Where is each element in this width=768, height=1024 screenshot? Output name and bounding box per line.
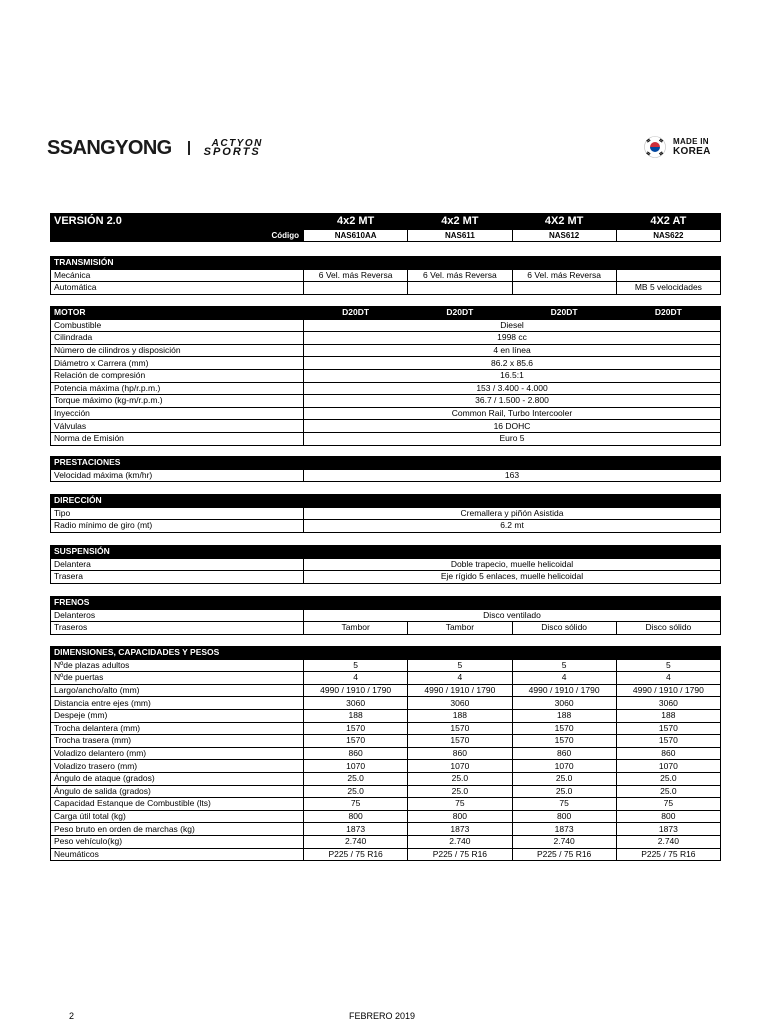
spec-label: Delantera — [51, 558, 304, 571]
spec-label: Delanteros — [51, 609, 304, 622]
spec-label: Número de cilindros y disposición — [51, 344, 304, 357]
spec-value: Disco ventilado — [304, 609, 721, 622]
spec-value: 6 Vel. más Reversa — [304, 269, 408, 282]
spec-label: Trasera — [51, 571, 304, 584]
spec-label: Diámetro x Carrera (mm) — [51, 357, 304, 370]
spec-row — [51, 622, 721, 635]
spec-row — [51, 609, 721, 622]
spec-value: P225 / 75 R16 — [512, 848, 616, 861]
suspension-header-row — [51, 546, 721, 559]
spec-value: 1873 — [408, 823, 512, 836]
prestaciones-header-row — [51, 457, 721, 470]
ssangyong-logo — [47, 133, 263, 163]
page-number: 2 — [69, 1011, 75, 1021]
spec-value: P225 / 75 R16 — [304, 848, 408, 861]
spec-value: Doble trapecio, muelle helicoidal — [304, 558, 721, 571]
spec-value: 4 en línea — [304, 344, 721, 357]
spec-value: 3060 — [408, 697, 512, 710]
spec-value: 1070 — [512, 760, 616, 773]
spec-value: 4 — [304, 672, 408, 685]
spec-value: 4 — [616, 672, 720, 685]
section-header-fill — [304, 257, 721, 270]
spec-row — [51, 432, 721, 445]
section-title: DIMENSIONES, CAPACIDADES Y PESOS — [51, 647, 304, 660]
spec-label: Combustible — [51, 319, 304, 332]
spec-value: 163 — [304, 469, 721, 482]
spec-row — [51, 810, 721, 823]
spec-row — [51, 357, 721, 370]
spec-value — [616, 269, 720, 282]
spec-value: 1570 — [304, 722, 408, 735]
section-header-fill — [304, 597, 721, 610]
spec-value: Tambor — [408, 622, 512, 635]
section-title: TRANSMISIÓN — [51, 257, 304, 270]
section-title: MOTOR — [51, 307, 304, 320]
spec-value: 860 — [616, 747, 720, 760]
spec-row — [51, 672, 721, 685]
spec-row — [51, 282, 721, 295]
spec-value: 4990 / 1910 / 1790 — [512, 684, 616, 697]
spec-value: 5 — [616, 659, 720, 672]
spec-value: 16.5:1 — [304, 369, 721, 382]
suspension-table — [50, 545, 721, 584]
dimensiones-table — [50, 646, 721, 861]
spec-value: 25.0 — [408, 785, 512, 798]
spec-label: Torque máximo (kg-m/r.p.m.) — [51, 395, 304, 408]
spec-value: 6.2 mt — [304, 520, 721, 533]
spec-value: 25.0 — [512, 785, 616, 798]
section-title: PRESTACIONES — [51, 457, 304, 470]
spec-value: 25.0 — [616, 772, 720, 785]
spec-row — [51, 344, 721, 357]
spec-value: 25.0 — [304, 785, 408, 798]
spec-value: 75 — [304, 798, 408, 811]
spec-label: Inyección — [51, 407, 304, 420]
spec-value: 1570 — [616, 735, 720, 748]
spec-label: Voladizo delantero (mm) — [51, 747, 304, 760]
spec-value: 4990 / 1910 / 1790 — [304, 684, 408, 697]
code-cell: NAS611 — [408, 230, 512, 242]
section-header-fill — [304, 457, 721, 470]
spec-value: 800 — [304, 810, 408, 823]
spec-label: Norma de Emisión — [51, 432, 304, 445]
model-name-line2: SPORTS — [203, 146, 261, 158]
spec-label: Despeje (mm) — [51, 709, 304, 722]
spec-row — [51, 332, 721, 345]
spec-value: 2.740 — [512, 835, 616, 848]
spec-value: P225 / 75 R16 — [408, 848, 512, 861]
spec-value: 3060 — [616, 697, 720, 710]
spec-label: Cilindrada — [51, 332, 304, 345]
version-table — [50, 213, 721, 242]
version-column: 4X2 AT — [616, 214, 720, 230]
spec-value: 188 — [616, 709, 720, 722]
spec-row — [51, 697, 721, 710]
spec-row — [51, 319, 721, 332]
section-header-fill — [304, 546, 721, 559]
spec-value: 75 — [408, 798, 512, 811]
spec-value: Common Rail, Turbo Intercooler — [304, 407, 721, 420]
spec-value: 1570 — [304, 735, 408, 748]
version-column: 4x2 MT — [304, 214, 408, 230]
spec-value: 5 — [512, 659, 616, 672]
spec-label: Capacidad Estanque de Combustible (lts) — [51, 798, 304, 811]
spec-value: 1998 cc — [304, 332, 721, 345]
spec-row — [51, 798, 721, 811]
spec-value: 153 / 3.400 - 4.000 — [304, 382, 721, 395]
spec-label: Automática — [51, 282, 304, 295]
spec-row — [51, 722, 721, 735]
korea-label: KOREA — [673, 146, 711, 157]
spec-row — [51, 772, 721, 785]
version-column: 4X2 MT — [512, 214, 616, 230]
spec-value: 860 — [512, 747, 616, 760]
spec-value — [512, 282, 616, 295]
spec-value: Eje rígido 5 enlaces, muelle helicoidal — [304, 571, 721, 584]
spec-value: 800 — [512, 810, 616, 823]
footer-date: FEBRERO 2019 — [349, 1011, 416, 1021]
spec-value: Diesel — [304, 319, 721, 332]
spec-label: Trocha trasera (mm) — [51, 735, 304, 748]
spec-value: 1570 — [408, 722, 512, 735]
spec-value: 1873 — [512, 823, 616, 836]
spec-value: 1070 — [408, 760, 512, 773]
version-column: 4x2 MT — [408, 214, 512, 230]
section-title: DIRECCIÓN — [51, 495, 304, 508]
spec-row — [51, 709, 721, 722]
spec-label: Nºde plazas adultos — [51, 659, 304, 672]
spec-value: Disco sólido — [616, 622, 720, 635]
korea-flag-icon — [644, 136, 666, 158]
spec-value: P225 / 75 R16 — [616, 848, 720, 861]
spec-label: Radio mínimo de giro (mt) — [51, 520, 304, 533]
spec-row — [51, 507, 721, 520]
spec-label: Peso bruto en orden de marchas (kg) — [51, 823, 304, 836]
spec-row — [51, 369, 721, 382]
spec-value: 1570 — [512, 735, 616, 748]
direccion-table — [50, 494, 721, 533]
spec-value: 800 — [408, 810, 512, 823]
spec-row — [51, 659, 721, 672]
spec-value: 800 — [616, 810, 720, 823]
made-in-korea-badge — [644, 136, 711, 158]
code-label: Código — [51, 230, 304, 242]
spec-value: 36.7 / 1.500 - 2.800 — [304, 395, 721, 408]
spec-value: 1873 — [616, 823, 720, 836]
spec-row — [51, 747, 721, 760]
version-header-row — [51, 214, 721, 230]
spec-value: 860 — [408, 747, 512, 760]
spec-label: Trocha delantera (mm) — [51, 722, 304, 735]
spec-label: Peso vehículo(kg) — [51, 835, 304, 848]
spec-value: 4 — [408, 672, 512, 685]
spec-value: 86.2 x 85.6 — [304, 357, 721, 370]
spec-row — [51, 558, 721, 571]
spec-value: 1070 — [616, 760, 720, 773]
spec-value: 4 — [512, 672, 616, 685]
engine-code: D20DT — [512, 307, 616, 320]
spec-row — [51, 760, 721, 773]
spec-value: 2.740 — [616, 835, 720, 848]
spec-row — [51, 382, 721, 395]
spec-value: 188 — [512, 709, 616, 722]
spec-value: 4990 / 1910 / 1790 — [616, 684, 720, 697]
spec-row — [51, 520, 721, 533]
spec-row — [51, 785, 721, 798]
spec-value: 3060 — [512, 697, 616, 710]
dimensiones-header-row — [51, 647, 721, 660]
spec-label: Neumáticos — [51, 848, 304, 861]
frenos-header-row — [51, 597, 721, 610]
engine-code: D20DT — [304, 307, 408, 320]
spec-value: 25.0 — [304, 772, 408, 785]
spec-value: 4990 / 1910 / 1790 — [408, 684, 512, 697]
section-title: FRENOS — [51, 597, 304, 610]
transmision-header-row — [51, 257, 721, 270]
prestaciones-table — [50, 456, 721, 482]
spec-label: Nºde puertas — [51, 672, 304, 685]
code-cell: NAS612 — [512, 230, 616, 242]
version-title: VERSIÓN 2.0 — [51, 214, 304, 230]
spec-value: MB 5 velocidades — [616, 282, 720, 295]
spec-value: 5 — [304, 659, 408, 672]
spec-row — [51, 469, 721, 482]
spec-label: Tipo — [51, 507, 304, 520]
spec-value: 3060 — [304, 697, 408, 710]
spec-row — [51, 269, 721, 282]
spec-value: 25.0 — [616, 785, 720, 798]
spec-label: Válvulas — [51, 420, 304, 433]
spec-row — [51, 395, 721, 408]
spec-label: Voladizo trasero (mm) — [51, 760, 304, 773]
spec-label: Mecánica — [51, 269, 304, 282]
spec-row — [51, 823, 721, 836]
spec-value: 188 — [408, 709, 512, 722]
spec-value: 6 Vel. más Reversa — [512, 269, 616, 282]
spec-row — [51, 835, 721, 848]
section-header-fill — [304, 647, 721, 660]
frenos-table — [50, 596, 721, 635]
made-in-label: MADE IN — [673, 137, 709, 146]
engine-code: D20DT — [616, 307, 720, 320]
spec-label: Largo/ancho/alto (mm) — [51, 684, 304, 697]
engine-code: D20DT — [408, 307, 512, 320]
spec-row — [51, 684, 721, 697]
spec-value: 860 — [304, 747, 408, 760]
spec-label: Ángulo de salida (grados) — [51, 785, 304, 798]
spec-value: Euro 5 — [304, 432, 721, 445]
section-header-fill — [304, 495, 721, 508]
model-name-line1: ACTYON — [211, 138, 263, 149]
code-row — [51, 230, 721, 242]
spec-row — [51, 735, 721, 748]
spec-value: Tambor — [304, 622, 408, 635]
spec-label: Ángulo de ataque (grados) — [51, 772, 304, 785]
model-logo — [204, 139, 263, 157]
section-title: SUSPENSIÓN — [51, 546, 304, 559]
spec-row — [51, 420, 721, 433]
code-cell: NAS622 — [616, 230, 720, 242]
spec-value: 16 DOHC — [304, 420, 721, 433]
motor-table — [50, 306, 721, 446]
spec-label: Distancia entre ejes (mm) — [51, 697, 304, 710]
spec-value — [408, 282, 512, 295]
spec-value: Disco sólido — [512, 622, 616, 635]
spec-value: 1070 — [304, 760, 408, 773]
spec-value: 1570 — [408, 735, 512, 748]
spec-row — [51, 848, 721, 861]
spec-value — [304, 282, 408, 295]
spec-value: 2.740 — [304, 835, 408, 848]
spec-value: 75 — [616, 798, 720, 811]
spec-value: 6 Vel. más Reversa — [408, 269, 512, 282]
spec-value: 25.0 — [408, 772, 512, 785]
logo-separator — [188, 141, 190, 155]
spec-value: Cremallera y piñón Asistida — [304, 507, 721, 520]
spec-label: Relación de compresión — [51, 369, 304, 382]
brand-name: SSANGYONG — [47, 136, 172, 159]
spec-label: Potencia máxima (hp/r.p.m.) — [51, 382, 304, 395]
transmision-table — [50, 256, 721, 295]
spec-value: 1570 — [616, 722, 720, 735]
spec-value: 25.0 — [512, 772, 616, 785]
spec-value: 188 — [304, 709, 408, 722]
spec-value: 1873 — [304, 823, 408, 836]
direccion-header-row — [51, 495, 721, 508]
spec-label: Traseros — [51, 622, 304, 635]
spec-row — [51, 571, 721, 584]
spec-label: Carga útil total (kg) — [51, 810, 304, 823]
spec-value: 5 — [408, 659, 512, 672]
motor-header-row — [51, 307, 721, 320]
spec-value: 1570 — [512, 722, 616, 735]
spec-row — [51, 407, 721, 420]
spec-label: Velocidad máxima (km/hr) — [51, 469, 304, 482]
spec-value: 2.740 — [408, 835, 512, 848]
code-cell: NAS610AA — [304, 230, 408, 242]
spec-value: 75 — [512, 798, 616, 811]
